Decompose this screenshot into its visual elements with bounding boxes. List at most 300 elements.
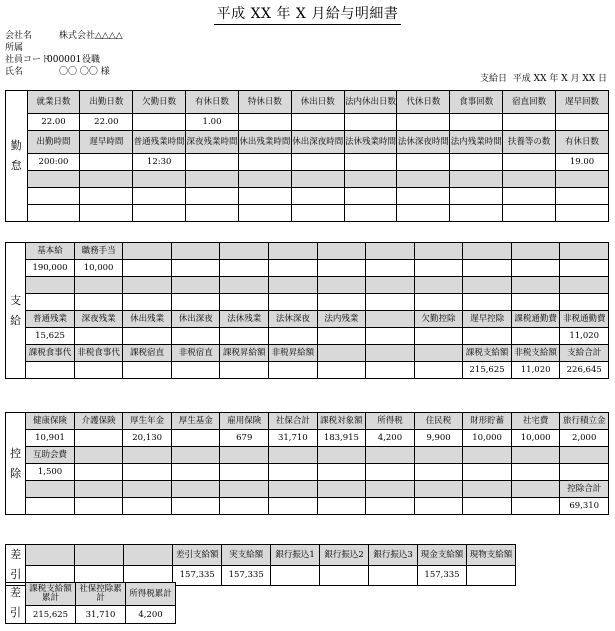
payment-header (171, 243, 220, 260)
payment-value (560, 260, 609, 277)
payment-value (269, 362, 318, 379)
attendance-blank (450, 171, 503, 188)
cumulative-header: 課税支給額累計 (26, 583, 76, 606)
attendance-blank (450, 205, 503, 222)
payment-header (511, 243, 560, 260)
deduction-blank (269, 464, 318, 481)
deduction-blank (123, 481, 172, 498)
deduction-value (171, 430, 220, 447)
attendance-blank (291, 188, 344, 205)
payment-side-label: 支 給 (6, 243, 26, 379)
payment-blank (560, 294, 609, 311)
attendance-value (344, 114, 397, 131)
table-row (6, 131, 609, 154)
payment-value (74, 328, 123, 345)
table-row (6, 447, 609, 464)
attendance-value (133, 114, 186, 131)
payment-header (560, 243, 609, 260)
payment-header: 非税通勤費 (560, 311, 609, 328)
net-header: 銀行振込2 (320, 545, 369, 566)
attendance-side-label: 勤 怠 (6, 91, 28, 222)
cumulative-value: 215,625 (26, 606, 76, 624)
payment-blank (220, 294, 269, 311)
net-header: 現金支給額 (418, 545, 467, 566)
payment-header (366, 345, 415, 362)
deduction-blank (317, 481, 366, 498)
table-row (6, 260, 609, 277)
payment-value: 10,000 (74, 260, 123, 277)
cumulative-value: 31,710 (76, 606, 126, 624)
attendance-header: 就業日数 (27, 91, 80, 114)
payment-blank (414, 277, 463, 294)
payment-blank (317, 277, 366, 294)
payment-blank (463, 277, 512, 294)
payment-blank (511, 294, 560, 311)
attendance-blank (344, 188, 397, 205)
attendance-blank (397, 171, 450, 188)
attendance-blank (556, 188, 609, 205)
payment-header: 基本給 (26, 243, 75, 260)
deduction-header: 社保合計 (269, 413, 318, 430)
deduction-blank (269, 447, 318, 464)
payment-header: 支給合計 (560, 345, 609, 362)
payment-value (26, 362, 75, 379)
table-row (6, 498, 609, 515)
dept-row: 所属 (5, 43, 24, 53)
payment-value (220, 328, 269, 345)
attendance-header: 休出深夜時間 (291, 131, 344, 154)
attendance-value: 12:30 (133, 154, 186, 171)
pay-date: 支給日 平成 XX 年 X 月 XX 日 (480, 74, 607, 84)
table-row (6, 188, 609, 205)
attendance-blank (186, 188, 239, 205)
attendance-value: 22.00 (80, 114, 133, 131)
payment-value: 11,020 (560, 328, 609, 345)
payment-blank (74, 294, 123, 311)
table-row (6, 328, 609, 345)
net-value: 157,335 (222, 565, 271, 586)
deduction-blank (220, 464, 269, 481)
net-blank (75, 545, 124, 566)
attendance-blank (238, 188, 291, 205)
payment-value: 215,625 (463, 362, 512, 379)
payment-value (171, 362, 220, 379)
payment-header: 非税昇給額 (269, 345, 318, 362)
name-row: 氏名 〇〇 〇〇 様 (5, 67, 110, 77)
attendance-header: 有休日数 (186, 91, 239, 114)
attendance-header: 法休深夜時間 (397, 131, 450, 154)
payment-value (366, 362, 415, 379)
attendance-header: 食事回数 (450, 91, 503, 114)
payment-value (366, 328, 415, 345)
attendance-blank (397, 205, 450, 222)
attendance-blank (344, 171, 397, 188)
attendance-blank (186, 171, 239, 188)
attendance-header: 休出残業時間 (238, 131, 291, 154)
payment-value (74, 362, 123, 379)
payment-value: 226,645 (560, 362, 609, 379)
payment-value: 15,625 (26, 328, 75, 345)
net-value (369, 565, 418, 586)
deduction-header: 旅行積立金 (560, 413, 609, 430)
attendance-blank (503, 188, 556, 205)
deduction-blank (74, 498, 123, 515)
deduction-blank (171, 464, 220, 481)
payment-blank (366, 294, 415, 311)
payment-header: 課税食事代 (26, 345, 75, 362)
table-row (6, 545, 516, 566)
payment-value (123, 328, 172, 345)
deduction-blank (511, 464, 560, 481)
deduction-header: 課税対象額 (317, 413, 366, 430)
deduction-blank (317, 464, 366, 481)
attendance-value (291, 114, 344, 131)
attendance-blank (503, 171, 556, 188)
table-row (6, 481, 609, 498)
deduction-header: 雇用保険 (220, 413, 269, 430)
net-value (320, 565, 369, 586)
deduction-blank (171, 481, 220, 498)
net-pay-table (5, 544, 516, 586)
payment-value (414, 260, 463, 277)
payment-value (511, 328, 560, 345)
payment-value (220, 362, 269, 379)
deduction-value: 10,000 (511, 430, 560, 447)
deduction-value: 679 (220, 430, 269, 447)
attendance-value: 1.00 (186, 114, 239, 131)
cumulative-table (5, 582, 176, 624)
attendance-header: 特休日数 (238, 91, 291, 114)
payment-blank (269, 277, 318, 294)
payment-value (171, 328, 220, 345)
attendance-value (503, 154, 556, 171)
payment-blank (123, 294, 172, 311)
payment-header: 課税宿直 (123, 345, 172, 362)
attendance-blank (27, 205, 80, 222)
payment-blank (511, 277, 560, 294)
deduction-blank (463, 447, 512, 464)
deduction-header: 厚生年金 (123, 413, 172, 430)
net-header: 現物支給額 (466, 545, 515, 566)
payment-value (171, 260, 220, 277)
attendance-value (450, 114, 503, 131)
attendance-value: 200:00 (27, 154, 80, 171)
deduction-blank (220, 447, 269, 464)
payment-header: 欠勤控除 (414, 311, 463, 328)
attendance-header: 法休残業時間 (344, 131, 397, 154)
payment-header (220, 243, 269, 260)
table-row (6, 205, 609, 222)
attendance-header: 深夜残業時間 (186, 131, 239, 154)
net-blank (124, 545, 173, 566)
deduction-side-label: 控 除 (6, 413, 26, 515)
attendance-value (238, 154, 291, 171)
attendance-value (344, 154, 397, 171)
attendance-value: 22.00 (27, 114, 80, 131)
payment-header: 深夜残業 (74, 311, 123, 328)
deduction-blank (560, 447, 609, 464)
table-row (6, 311, 609, 328)
deduction-blank (414, 464, 463, 481)
payment-header: 課税通勤費 (511, 311, 560, 328)
table-row (6, 171, 609, 188)
payment-header (414, 243, 463, 260)
attendance-table (5, 90, 609, 222)
payment-value: 11,020 (511, 362, 560, 379)
attendance-blank (80, 188, 133, 205)
deduction-header: 健康保険 (26, 413, 75, 430)
deduction-blank (26, 498, 75, 515)
table-row (6, 464, 609, 481)
attendance-blank (27, 171, 80, 188)
deduction-blank (414, 481, 463, 498)
payment-value (220, 260, 269, 277)
attendance-blank (80, 205, 133, 222)
payment-blank (317, 294, 366, 311)
payment-blank (26, 277, 75, 294)
payment-header: 休出残業 (123, 311, 172, 328)
attendance-header: 出勤時間 (27, 131, 80, 154)
cumulative-side-label (6, 583, 26, 624)
payment-header: 課税昇給額 (220, 345, 269, 362)
deduction-blank (511, 447, 560, 464)
cumulative-header: 所得税累計 (126, 583, 176, 606)
payment-header: 非税食事代 (74, 345, 123, 362)
attendance-header: 遅早時間 (80, 131, 133, 154)
table-row (6, 413, 609, 430)
deduction-blank (560, 464, 609, 481)
deduction-blank (366, 498, 415, 515)
payment-value (269, 260, 318, 277)
attendance-value: 19.00 (556, 154, 609, 171)
deduction-blank (220, 481, 269, 498)
payment-value (317, 260, 366, 277)
table-row (6, 91, 609, 114)
table-row (6, 362, 609, 379)
deduction-value: 31,710 (269, 430, 318, 447)
payment-value (317, 328, 366, 345)
payment-value (414, 328, 463, 345)
payment-value (317, 362, 366, 379)
table-row (6, 606, 176, 624)
payment-header: 遅早控除 (463, 311, 512, 328)
payment-header (123, 243, 172, 260)
attendance-blank (397, 188, 450, 205)
cumulative-value: 4,200 (126, 606, 176, 624)
attendance-header: 扶養等の数 (503, 131, 556, 154)
attendance-blank (556, 205, 609, 222)
code-row: 社員コード000001役職 (5, 55, 101, 65)
attendance-header: 休出日数 (291, 91, 344, 114)
attendance-blank (133, 205, 186, 222)
deduction-blank (511, 498, 560, 515)
attendance-header: 出勤日数 (80, 91, 133, 114)
attendance-blank (503, 205, 556, 222)
payment-header (366, 243, 415, 260)
payment-header: 休出深夜 (171, 311, 220, 328)
attendance-value (238, 114, 291, 131)
deduction-value: 10,000 (463, 430, 512, 447)
attendance-blank (27, 188, 80, 205)
attendance-blank (133, 188, 186, 205)
net-value (466, 565, 515, 586)
deduction-blank (463, 481, 512, 498)
table-row (6, 294, 609, 311)
deduction-value: 1,500 (26, 464, 75, 481)
deduction-blank (74, 481, 123, 498)
deduction-blank (220, 498, 269, 515)
deduction-value: 20,130 (123, 430, 172, 447)
table-row (6, 154, 609, 171)
attendance-value (503, 114, 556, 131)
net-header: 銀行振込3 (369, 545, 418, 566)
deduction-blank (463, 498, 512, 515)
payment-blank (171, 294, 220, 311)
attendance-blank (291, 171, 344, 188)
payment-value (463, 328, 512, 345)
payment-header (317, 345, 366, 362)
deduction-blank (269, 481, 318, 498)
table-row (6, 430, 609, 447)
deduction-header: 厚生基金 (171, 413, 220, 430)
net-header: 差引支給額 (173, 545, 222, 566)
payment-value (366, 260, 415, 277)
cumulative-side-top: 差 (10, 586, 21, 599)
payment-value (123, 362, 172, 379)
deduction-header: 互助会費 (26, 447, 75, 464)
payment-header: 法休深夜 (269, 311, 318, 328)
attendance-header: 法内残業時間 (450, 131, 503, 154)
attendance-header: 普通残業時間 (133, 131, 186, 154)
payment-blank (414, 294, 463, 311)
deduction-blank (317, 447, 366, 464)
deduction-blank (74, 464, 123, 481)
table-row (6, 114, 609, 131)
payment-blank (26, 294, 75, 311)
deduction-blank (123, 447, 172, 464)
payment-blank (123, 277, 172, 294)
deduction-table (5, 412, 609, 515)
payment-blank (463, 294, 512, 311)
deduction-blank (366, 447, 415, 464)
deduction-header: 財形貯蓄 (463, 413, 512, 430)
attendance-blank (238, 205, 291, 222)
deduction-blank (171, 498, 220, 515)
attendance-value (397, 114, 450, 131)
payment-value (511, 260, 560, 277)
attendance-header: 遅早回数 (556, 91, 609, 114)
payment-header (463, 243, 512, 260)
attendance-header: 法内休出日数 (344, 91, 397, 114)
attendance-blank (238, 171, 291, 188)
payment-header (414, 345, 463, 362)
deduction-blank (171, 447, 220, 464)
page-title: 平成 XX 年 X 月給与明細書 (0, 3, 615, 25)
deduction-blank (366, 464, 415, 481)
cumulative-header: 社保控除累計 (76, 583, 126, 606)
attendance-blank (80, 171, 133, 188)
attendance-header: 代休日数 (397, 91, 450, 114)
deduction-total-label: 控除合計 (560, 481, 609, 498)
cumulative-side-bottom: 引 (10, 606, 21, 619)
deduction-value: 183,915 (317, 430, 366, 447)
payment-header: 非税支給額 (511, 345, 560, 362)
payment-table (5, 242, 609, 379)
attendance-blank (450, 188, 503, 205)
table-row (6, 277, 609, 294)
net-side-label: 差 引 (6, 545, 26, 586)
payment-header: 普通残業 (26, 311, 75, 328)
attendance-blank (344, 205, 397, 222)
payment-header (366, 311, 415, 328)
payment-header: 法休残業 (220, 311, 269, 328)
attendance-value (450, 154, 503, 171)
attendance-value (556, 114, 609, 131)
attendance-value (80, 154, 133, 171)
payment-value: 190,000 (26, 260, 75, 277)
attendance-value (397, 154, 450, 171)
deduction-blank (463, 464, 512, 481)
deduction-value: 2,000 (560, 430, 609, 447)
deduction-blank (26, 481, 75, 498)
payment-blank (220, 277, 269, 294)
deduction-header: 介護保険 (74, 413, 123, 430)
deduction-total-value: 69,310 (560, 498, 609, 515)
deduction-blank (269, 498, 318, 515)
deduction-blank (414, 447, 463, 464)
deduction-blank (123, 498, 172, 515)
payment-header (317, 243, 366, 260)
deduction-blank (511, 481, 560, 498)
payment-header: 法内残業 (317, 311, 366, 328)
payment-blank (366, 277, 415, 294)
net-value: 157,335 (173, 565, 222, 586)
attendance-blank (556, 171, 609, 188)
deduction-blank (414, 498, 463, 515)
payment-value (269, 328, 318, 345)
table-row (6, 345, 609, 362)
payment-blank (560, 277, 609, 294)
net-value (271, 565, 320, 586)
attendance-value (186, 154, 239, 171)
net-header: 銀行振込1 (271, 545, 320, 566)
payment-header (269, 243, 318, 260)
deduction-blank (74, 447, 123, 464)
deduction-header: 所得税 (366, 413, 415, 430)
attendance-blank (291, 205, 344, 222)
payment-value (463, 260, 512, 277)
payment-blank (74, 277, 123, 294)
payment-blank (269, 294, 318, 311)
attendance-blank (133, 171, 186, 188)
payment-header: 課税支給額 (463, 345, 512, 362)
company-row: 会社名 株式会社△△△△ (5, 31, 123, 41)
net-header: 実支給額 (222, 545, 271, 566)
deduction-value: 4,200 (366, 430, 415, 447)
payment-blank (171, 277, 220, 294)
net-value: 157,335 (418, 565, 467, 586)
payment-header: 職務手当 (74, 243, 123, 260)
deduction-blank (366, 481, 415, 498)
deduction-value: 10,901 (26, 430, 75, 447)
attendance-header: 欠勤日数 (133, 91, 186, 114)
payment-header: 非税宿直 (171, 345, 220, 362)
attendance-value (291, 154, 344, 171)
deduction-value (74, 430, 123, 447)
net-blank (26, 545, 75, 566)
table-row (6, 583, 176, 606)
attendance-header: 宿直回数 (503, 91, 556, 114)
